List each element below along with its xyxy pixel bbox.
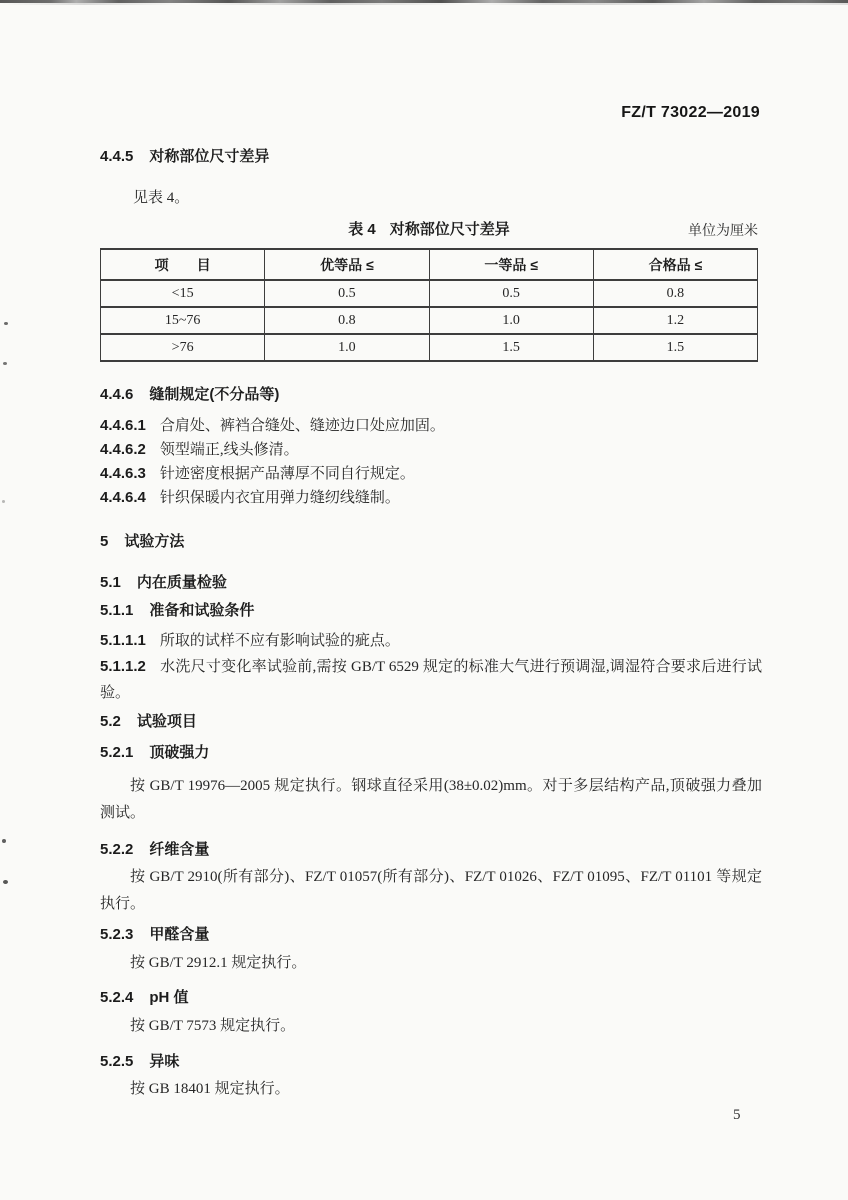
- page-number: 5: [733, 1107, 741, 1123]
- heading-number: 5.2: [100, 713, 121, 730]
- heading-4-4-6: [100, 383, 279, 404]
- clause-5-1-1-2: [100, 654, 762, 706]
- table-cell: <15: [101, 280, 265, 307]
- heading-5-2-2: [100, 838, 209, 859]
- heading-title: 对称部位尺寸差异: [149, 148, 270, 165]
- heading-title: 异味: [149, 1053, 180, 1070]
- table-header-first-grade: 一等品 ≤: [429, 249, 593, 280]
- heading-title: 纤维含量: [149, 841, 210, 858]
- clause-4-4-6-3: [100, 461, 762, 487]
- heading-number: 5.2.5: [100, 1053, 134, 1070]
- table-caption-row: [100, 218, 758, 238]
- clause-text: 所取的试样不应有影响试验的疵点。: [159, 633, 400, 649]
- table-cell: 0.8: [593, 280, 757, 307]
- heading-5-2-5: [100, 1050, 179, 1071]
- clause-number: 4.4.6.4: [100, 489, 146, 506]
- clause-number: 4.4.6.2: [100, 441, 146, 458]
- heading-number: 5.2.2: [100, 841, 134, 858]
- heading-5-2-4: [100, 986, 189, 1007]
- heading-title: 缝制规定(不分品等): [149, 386, 280, 403]
- clause-number: 4.4.6.1: [100, 417, 146, 434]
- heading-number: 5.2.4: [100, 989, 134, 1006]
- heading-number: 5.2.1: [100, 744, 134, 761]
- clause-4-4-6-1: [100, 413, 762, 439]
- heading-number: 4.4.6: [100, 386, 134, 403]
- clause-number: 5.1.1.2: [100, 658, 146, 675]
- paragraph-5-2-4: 按 GB/T 7573 规定执行。: [130, 1018, 296, 1034]
- scan-speck: [3, 880, 8, 884]
- table-cell: 0.5: [429, 280, 593, 307]
- heading-number: 5.2.3: [100, 926, 134, 943]
- scan-speck: [2, 839, 6, 843]
- heading-5-2: [100, 710, 197, 731]
- clause-number: 5.1.1.1: [100, 632, 146, 649]
- table-cell: 1.0: [265, 334, 429, 361]
- heading-5-1-1: [100, 599, 254, 620]
- table-row: [101, 280, 758, 307]
- heading-title: 内在质量检验: [136, 574, 227, 591]
- table-caption: [100, 218, 758, 239]
- table-caption-title: 对称部位尺寸差异: [389, 221, 510, 238]
- table-row: [101, 307, 758, 334]
- table-cell: 15~76: [101, 307, 265, 334]
- table-cell: 1.2: [593, 307, 757, 334]
- scan-speck: [2, 500, 5, 503]
- table-4: [100, 248, 758, 362]
- heading-title: 准备和试验条件: [149, 602, 255, 619]
- heading-title: 甲醛含量: [149, 926, 210, 943]
- heading-title: 试验项目: [136, 713, 197, 730]
- clause-text: 针织保暖内衣宜用弹力缝纫线缝制。: [159, 490, 400, 506]
- scan-speck: [4, 322, 8, 325]
- table-cell: 0.5: [265, 280, 429, 307]
- heading-title: 顶破强力: [149, 744, 210, 761]
- heading-5: [100, 530, 184, 551]
- heading-4-4-5: [100, 145, 269, 166]
- scan-speck: [3, 362, 7, 365]
- table-header-item: 项 目: [101, 249, 265, 280]
- table-cell: 1.5: [593, 334, 757, 361]
- clause-4-4-6-4: [100, 485, 762, 511]
- table-header-qualified: 合格品 ≤: [593, 249, 757, 280]
- clause-text: 合肩处、裤裆合缝处、缝迹边口处应加固。: [159, 418, 445, 434]
- heading-number: 4.4.5: [100, 148, 134, 165]
- clause-text: 水洗尺寸变化率试验前,需按 GB/T 6529 规定的标准大气进行预调湿,调湿符合要求后进行试验。: [100, 659, 762, 701]
- clause-number: 4.4.6.3: [100, 465, 146, 482]
- heading-number: 5.1.1: [100, 602, 134, 619]
- table-row: [101, 334, 758, 361]
- heading-number: 5: [100, 533, 109, 550]
- heading-title: 试验方法: [124, 533, 185, 550]
- clause-text: 领型端正,线头修清。: [159, 442, 299, 458]
- table-cell: 0.8: [265, 307, 429, 334]
- clause-4-4-6-2: [100, 437, 762, 463]
- table-caption-label: 表 4: [348, 221, 376, 238]
- clause-5-1-1-1: [100, 628, 762, 654]
- table-unit-note: 单位为厘米: [688, 224, 758, 239]
- heading-title: pH 值: [149, 989, 189, 1006]
- table-cell: 1.0: [429, 307, 593, 334]
- heading-number: 5.1: [100, 574, 121, 591]
- paragraph-5-2-2: 按 GB/T 2910(所有部分)、FZ/T 01057(所有部分)、FZ/T 01026、FZ/T 01095、FZ/T 01101 等规定执行。: [100, 869, 762, 912]
- see-table-note: 见表 4。: [133, 190, 190, 206]
- table-header-row: [101, 249, 758, 280]
- heading-5-2-1: [100, 741, 209, 762]
- paragraph-5-2-3: 按 GB/T 2912.1 规定执行。: [130, 955, 307, 971]
- paragraph-5-2-1: 按 GB/T 19976—2005 规定执行。钢球直径采用(38±0.02)mm。对于多层结构产品,顶破强力叠加测试。: [100, 778, 762, 821]
- scan-edge-artifact-light: [0, 3, 848, 5]
- paragraph-5-2-5: 按 GB 18401 规定执行。: [130, 1081, 290, 1097]
- heading-5-2-3: [100, 923, 209, 944]
- table-cell: 1.5: [429, 334, 593, 361]
- table-cell: >76: [101, 334, 265, 361]
- clause-text: 针迹密度根据产品薄厚不同自行规定。: [159, 466, 415, 482]
- heading-5-1: [100, 571, 227, 592]
- doc-code-header: FZ/T 73022—2019: [621, 104, 760, 121]
- table-header-premium: 优等品 ≤: [265, 249, 429, 280]
